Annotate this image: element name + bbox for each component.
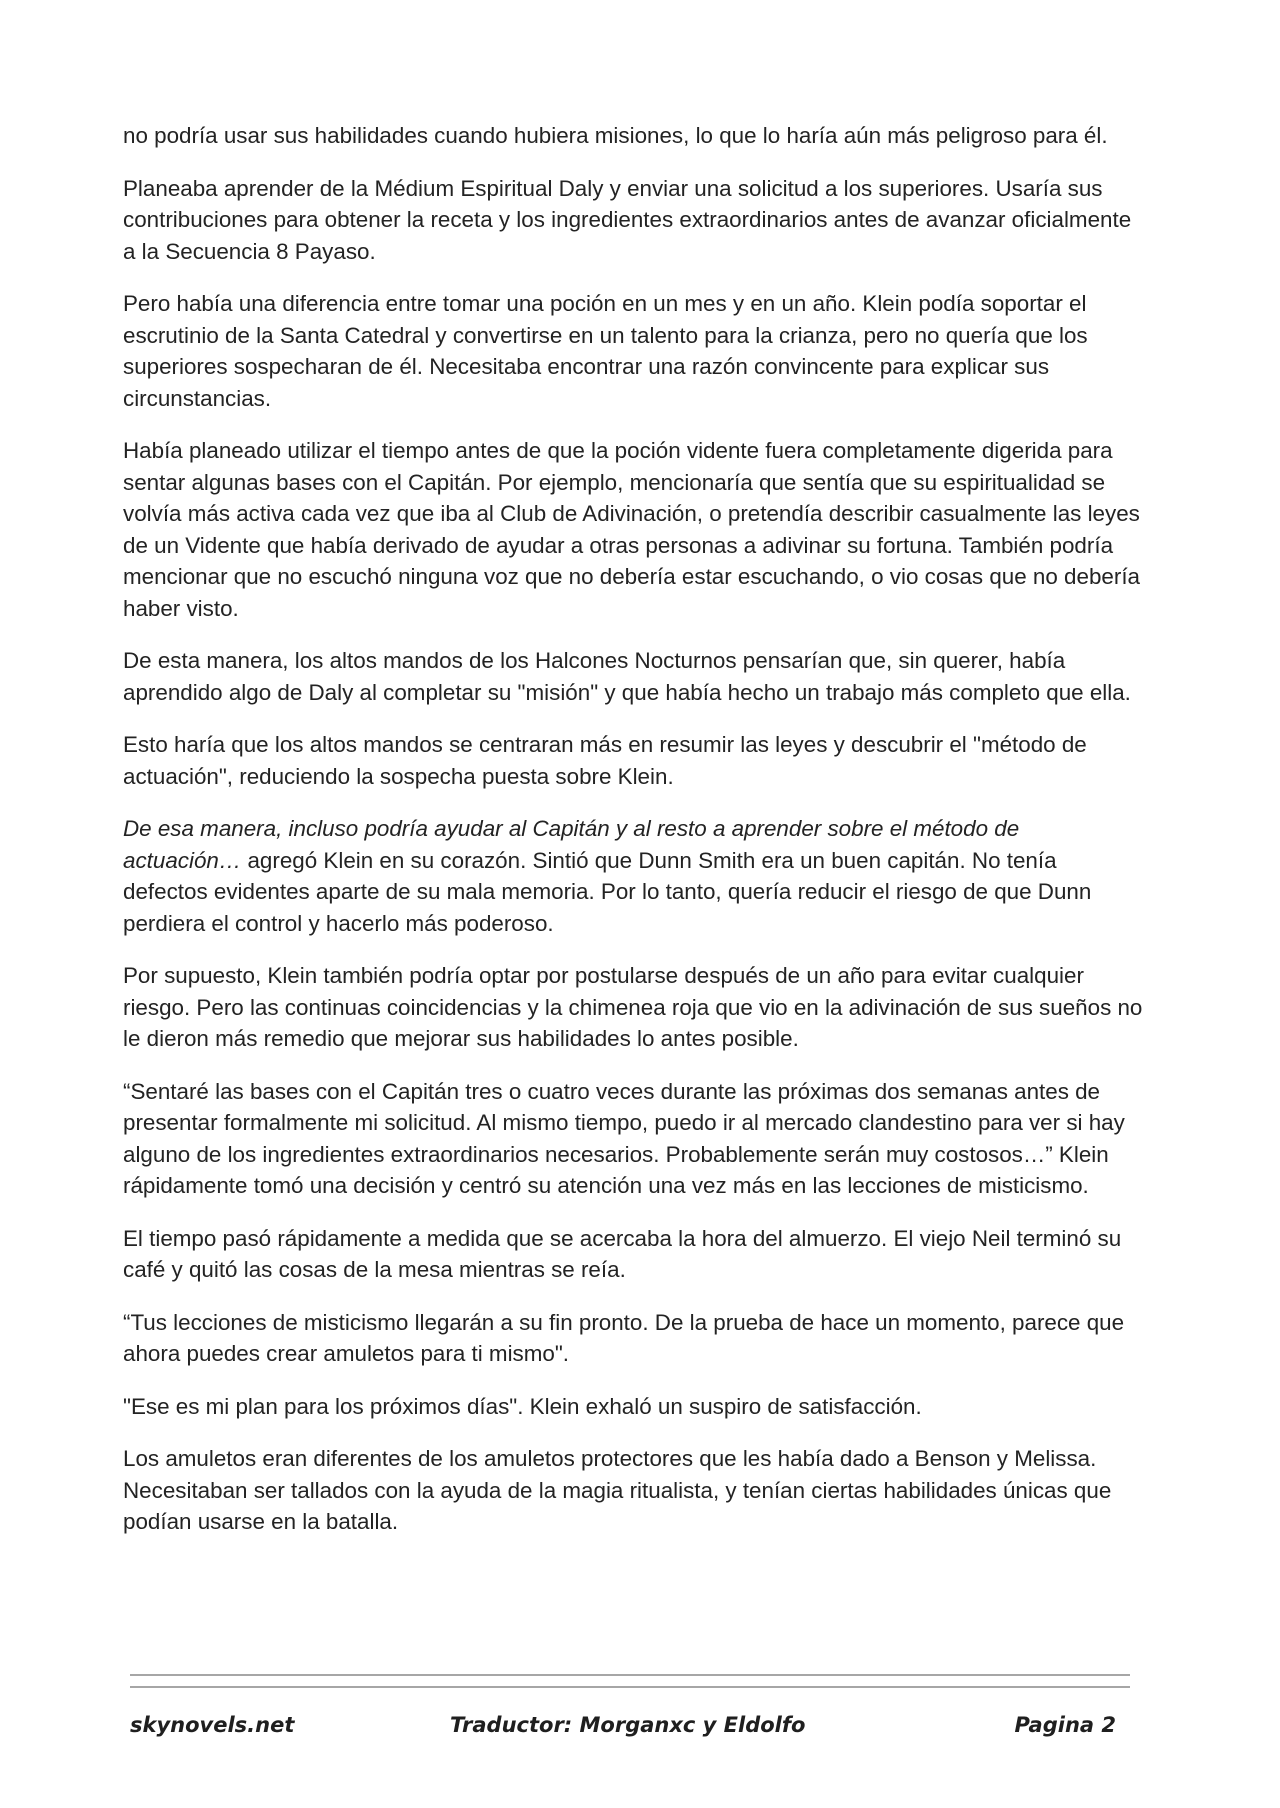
- footer-divider-top: [130, 1674, 1130, 1676]
- paragraph-7-italic: De esa manera, incluso podría ayudar al Capitán y al resto a aprender sobre el método de actuación…: [123, 816, 1020, 873]
- paragraph-11: “Tus lecciones de misticismo llegarán a su fin pronto. De la prueba de hace un momento, parece que ahora puedes crear amuletos para ti mismo".: [123, 1309, 1125, 1366]
- footer-site: skynovels.net: [130, 1713, 295, 1737]
- paragraph-5: De esta manera, los altos mandos de los Halcones Nocturnos pensarían que, sin querer, había aprendido algo de Daly al completar su "misión" y que había hecho un trabajo más completo que ella.: [123, 648, 1131, 705]
- paragraph-4: Había planeado utilizar el tiempo antes de que la poción vidente fuera completamente digerida para sentar algunas bases con el Capitán. Por ejemplo, mencionaría que sentía que su espiritualidad se volvía más activa cada vez que iba al Club de Adivinación, o pretendía describir casualmente las leyes de un Vidente que había derivado de ayudar a otras personas a adivinar su fortuna. También podría mencionar que no escuchó ninguna voz que no debería estar escuchando, o vio cosas que no debería haber visto.: [123, 438, 1140, 621]
- paragraph-9: “Sentaré las bases con el Capitán tres o cuatro veces durante las próximas dos semanas antes de presentar formalmente mi solicitud. Al mismo tiempo, puedo ir al mercado clandestino para ver si hay alguno de los ingredientes extraordinarios necesarios. Probablemente serán muy costosos…” Klein rápidamente tomó una decisión y centró su atención una vez más en las lecciones de misticismo.: [123, 1078, 1125, 1198]
- paragraph-1: no podría usar sus habilidades cuando hubiera misiones, lo que lo haría aún más peligroso para él.: [123, 123, 1108, 148]
- paragraph-6: Esto haría que los altos mandos se centraran más en resumir las leyes y descubrir el "método de actuación", reduciendo la sospecha puesta sobre Klein.: [123, 732, 1087, 789]
- paragraph-12: "Ese es mi plan para los próximos días". Klein exhaló un suspiro de satisfacción.: [123, 1393, 922, 1419]
- page-footer: [130, 1713, 1130, 1747]
- footer-page-number: Pagina 2: [1014, 1713, 1116, 1737]
- paragraph-3: Pero había una diferencia entre tomar una poción en un mes y en un año. Klein podía soportar el escrutinio de la Santa Catedral y convertirse en un talento para la crianza, pero no quería que los superiores sospecharan de él. Necesitaba encontrar una razón convincente para explicar sus circunstancias.: [123, 291, 1088, 411]
- paragraph-13: Los amuletos eran diferentes de los amuletos protectores que les había dado a Benson y Melissa. Necesitaban ser tallados con la ayuda de la magia ritualista, y tenían ciertas habilidades únicas que podían usarse en la batalla.: [123, 1446, 1112, 1534]
- paragraph-7: De esa manera, incluso podría ayudar al Capitán y al resto a aprender sobre el método de actuación… agregó Klein en su corazón. Sintió que Dunn Smith era un buen capitán. No tenía defectos evidentes aparte de su mala memoria. Por lo tanto, quería reducir el riesgo de que Dunn perdiera el control y hacerlo más poderoso.: [123, 816, 1092, 936]
- footer-translator: Traductor: Morganxc y Eldolfo: [450, 1713, 806, 1737]
- footer-divider-bottom: [130, 1686, 1130, 1688]
- paragraph-8: Por supuesto, Klein también podría optar por postularse después de un año para evitar cualquier riesgo. Pero las continuas coincidencias y la chimenea roja que vio en la adivinación de sus sueños no le dieron más remedio que mejorar sus habilidades lo antes posible.: [123, 963, 1143, 1051]
- paragraph-2: Planeaba aprender de la Médium Espiritual Daly y enviar una solicitud a los superiores. Usaría sus contribuciones para obtener la receta y los ingredientes extraordinarios antes de avanzar oficialmente a la Secuencia 8 Payaso.: [123, 175, 1132, 264]
- page-body: [123, 120, 1143, 1559]
- paragraph-10: El tiempo pasó rápidamente a medida que se acercaba la hora del almuerzo. El viejo Neil terminó su café y quitó las cosas de la mesa mientras se reía.: [123, 1225, 1122, 1282]
